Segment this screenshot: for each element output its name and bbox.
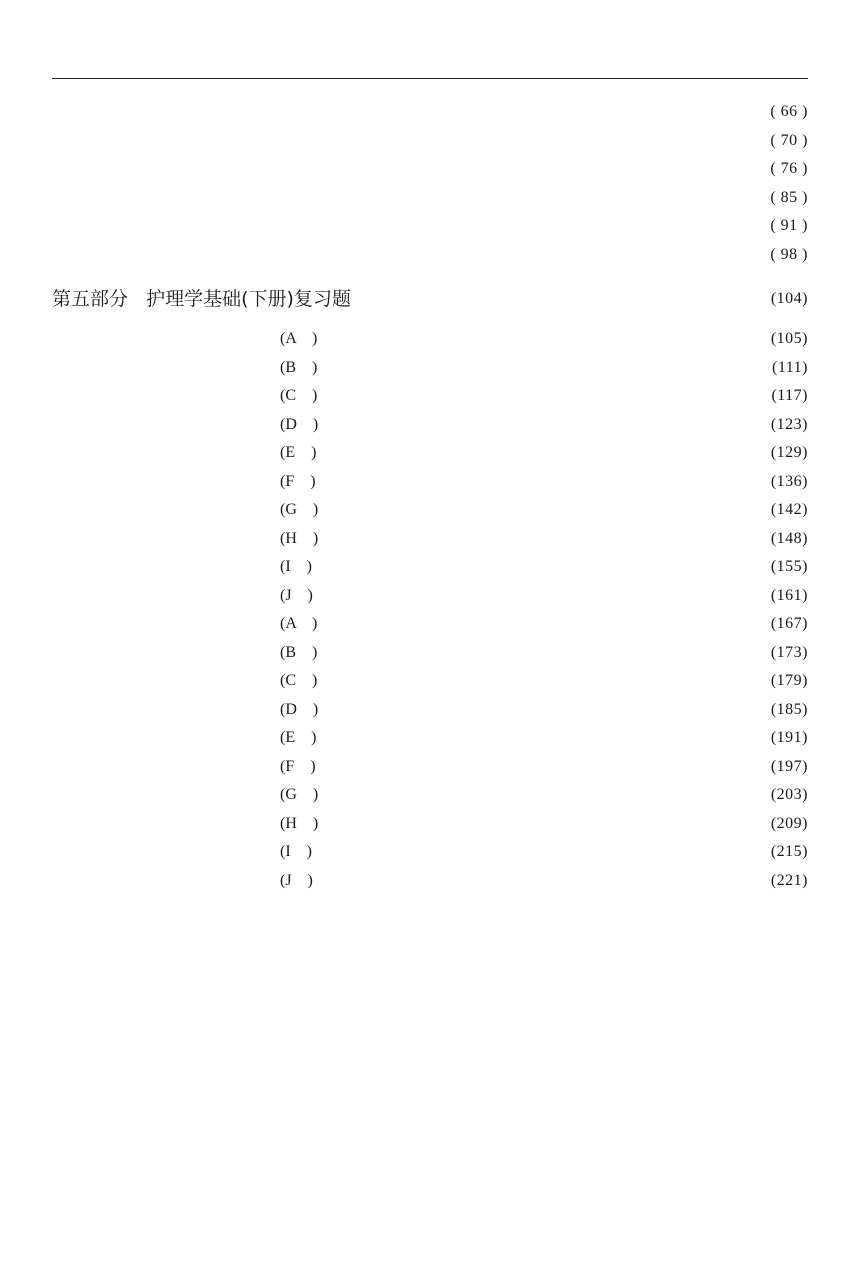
entry-label: (C ) <box>280 387 318 404</box>
header-rule <box>52 78 808 79</box>
entry-label: (G ) <box>280 786 319 803</box>
entry-label: (H ) <box>280 815 319 832</box>
page-number: (209) <box>770 815 808 832</box>
toc-entry[interactable] <box>52 414 808 436</box>
entry-label: (F ) <box>280 758 316 775</box>
page-number: ( 91 ) <box>770 217 808 234</box>
entry-label: (I ) <box>280 558 312 575</box>
toc-entry[interactable] <box>52 528 808 550</box>
entry-label: (B ) <box>280 644 318 661</box>
toc-entry[interactable] <box>52 328 808 350</box>
page-number: (203) <box>770 786 808 803</box>
page-number: (161) <box>770 587 808 604</box>
entry-label: (E ) <box>280 729 317 746</box>
toc-entry-continued[interactable] <box>52 215 808 237</box>
entry-label: (G ) <box>280 501 319 518</box>
page-number: (221) <box>770 872 808 889</box>
page-number: (129) <box>770 444 808 461</box>
toc-entry[interactable] <box>52 813 808 835</box>
toc-entry[interactable] <box>52 670 808 692</box>
page-number: (179) <box>770 672 808 689</box>
page-number: ( 70 ) <box>770 132 808 149</box>
toc-entry[interactable] <box>52 727 808 749</box>
toc-entry-continued[interactable] <box>52 130 808 152</box>
toc-entry-continued[interactable] <box>52 244 808 266</box>
entry-label: (A ) <box>280 615 318 632</box>
toc-entry-continued[interactable] <box>52 187 808 209</box>
entry-label: (B ) <box>280 359 318 376</box>
entry-label: (A ) <box>280 330 318 347</box>
entry-label: (C ) <box>280 672 318 689</box>
page-number: (117) <box>771 387 808 404</box>
toc-entry[interactable] <box>52 499 808 521</box>
entry-label: (F ) <box>280 473 316 490</box>
toc-entry[interactable] <box>52 471 808 493</box>
toc-entry[interactable] <box>52 556 808 578</box>
page-number: (104) <box>770 290 808 307</box>
toc-entry[interactable] <box>52 585 808 607</box>
page-number: (167) <box>770 615 808 632</box>
page-number: (123) <box>770 416 808 433</box>
toc-entry[interactable] <box>52 385 808 407</box>
page-number: (215) <box>770 843 808 860</box>
toc-entry-continued[interactable] <box>52 101 808 123</box>
toc-entry[interactable] <box>52 613 808 635</box>
entry-label: (E ) <box>280 444 317 461</box>
toc-entry[interactable] <box>52 784 808 806</box>
toc-entry[interactable] <box>52 642 808 664</box>
page-number: (197) <box>770 758 808 775</box>
toc-entry[interactable] <box>52 357 808 379</box>
page-number: (173) <box>770 644 808 661</box>
entry-label: (I ) <box>280 843 312 860</box>
toc-entry[interactable] <box>52 699 808 721</box>
page-number: (155) <box>770 558 808 575</box>
toc-entry-continued[interactable] <box>52 158 808 180</box>
entry-label: (D ) <box>280 701 319 718</box>
page-number: ( 98 ) <box>770 246 808 263</box>
toc-part-heading[interactable] <box>52 287 808 311</box>
toc-entry[interactable] <box>52 756 808 778</box>
entry-label: (D ) <box>280 416 319 433</box>
page-number: (191) <box>770 729 808 746</box>
toc-entry[interactable] <box>52 442 808 464</box>
part-title: 第五部分 护理学基础(下册)复习题 <box>52 288 351 310</box>
page-number: ( 85 ) <box>770 189 808 206</box>
page-number: ( 76 ) <box>770 160 808 177</box>
page-number: (111) <box>772 359 808 376</box>
entry-label: (J ) <box>280 872 313 889</box>
page-number: ( 66 ) <box>770 103 808 120</box>
entry-label: (H ) <box>280 530 319 547</box>
page-number: (185) <box>770 701 808 718</box>
toc-entry[interactable] <box>52 870 808 892</box>
page-number: (105) <box>770 330 808 347</box>
entry-label: (J ) <box>280 587 313 604</box>
page-number: (136) <box>770 473 808 490</box>
toc-entry[interactable] <box>52 841 808 863</box>
page-number: (142) <box>770 501 808 518</box>
page-number: (148) <box>770 530 808 547</box>
